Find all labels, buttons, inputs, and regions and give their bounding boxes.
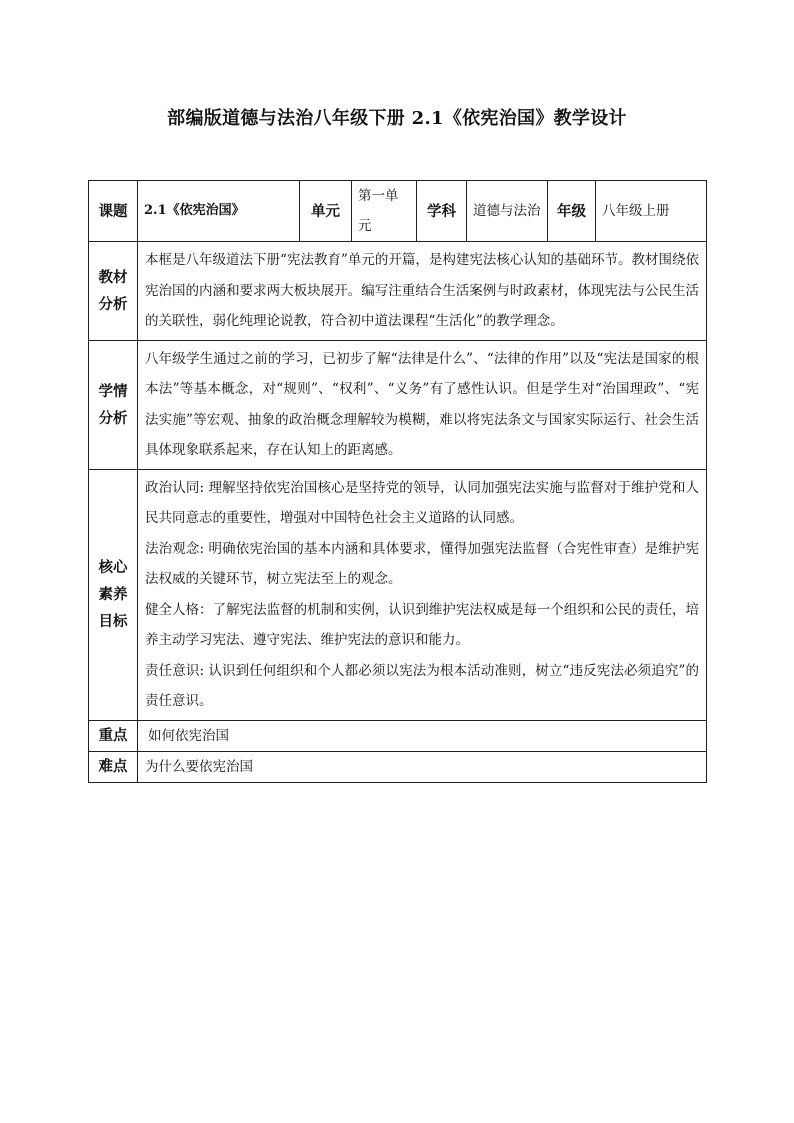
difficulty-label: 难点: [89, 751, 138, 782]
document-title: 部编版道德与法治八年级下册 2.1《依宪治国》教学设计: [167, 108, 627, 129]
student-analysis-content: [138, 340, 707, 469]
core-literacy-goals-label: [89, 469, 138, 720]
label-line: 学情: [98, 382, 128, 400]
unit-value: 第一单元: [352, 181, 417, 242]
core-literacy-goals-content: [138, 469, 707, 720]
subject-value: 道德与法治: [467, 181, 548, 242]
goal-sound-personality: 健全人格：了解宪法监督的机制和实例，认识到维护宪法权威是每一个组织和公民的责任，培养主动学习宪法、遵守宪法、维护宪法的意识和能力。: [145, 601, 699, 648]
student-analysis-label: [89, 340, 138, 469]
paragraph: 八年级学生通过之前的学习，已初步了解“法律是什么”、“法律的作用”以及“宪法是国家的根本法”等基本概念，对“规则”、“权利”、“义务”有了感性认识。但是学生对“治国理政”、“宪法实施”等宏观、抽象的政治概念理解较为模糊，难以将宪法条文与国家实际运行、社会生活具体现象联系起来，存在认知上的距离感。: [145, 350, 699, 458]
key-point-value: 如何依宪治国: [138, 720, 707, 751]
label-line: 分析: [98, 295, 128, 313]
label-line: 目标: [98, 613, 128, 630]
course-label: 课题: [89, 181, 138, 242]
paragraph: 本框是八年级道法下册“宪法教育”单元的开篇，是构建宪法核心认知的基础环节。教材围绕依宪治国的内涵和要求两大板块展开。编写注重结合生活案例与时政素材，体现宪法与公民生活的关联性，弱化纯理论说教，符合初中道法课程“生活化”的教学理念。: [145, 252, 699, 329]
difficulty-value: 为什么要依宪治国: [138, 751, 707, 782]
goal-political-identity: 政治认同: 理解坚持依宪治国核心是坚持党的领导，认同加强宪法实施与监督对于维护党和人民共同意志的重要性，增强对中国特色社会主义道路的认同感。: [145, 479, 699, 526]
header-row: [89, 181, 707, 242]
lesson-plan-table: [88, 180, 707, 783]
unit-label: 单元: [300, 181, 352, 242]
key-point-label: 重点: [89, 720, 138, 751]
student-analysis-row: [89, 340, 707, 469]
textbook-analysis-label: [89, 242, 138, 341]
label-line: 核心: [98, 559, 128, 576]
label-line: 教材: [98, 268, 128, 286]
grade-label: 年级: [548, 181, 596, 242]
label-line: 素养: [98, 586, 128, 603]
subject-label: 学科: [417, 181, 467, 242]
textbook-analysis-content: [138, 242, 707, 341]
goal-rule-of-law: 法治观念: 明确依宪治国的基本内涵和具体要求，懂得加强宪法监督（合宪性审查）是维护宪法权威的关键环节，树立宪法至上的观念。: [145, 540, 699, 587]
difficulty-row: [89, 751, 707, 782]
core-literacy-goals-row: [89, 469, 707, 720]
textbook-analysis-row: [89, 242, 707, 341]
label-line: 分析: [98, 409, 128, 427]
goal-responsibility: 责任意识: 认识到任何组织和个人都必须以宪法为根本活动准则，树立“违反宪法必须追究”的责任意识。: [145, 662, 699, 709]
course-value: 2.1《依宪治国》: [138, 181, 300, 242]
grade-value: 八年级上册: [596, 181, 707, 242]
key-point-row: [89, 720, 707, 751]
